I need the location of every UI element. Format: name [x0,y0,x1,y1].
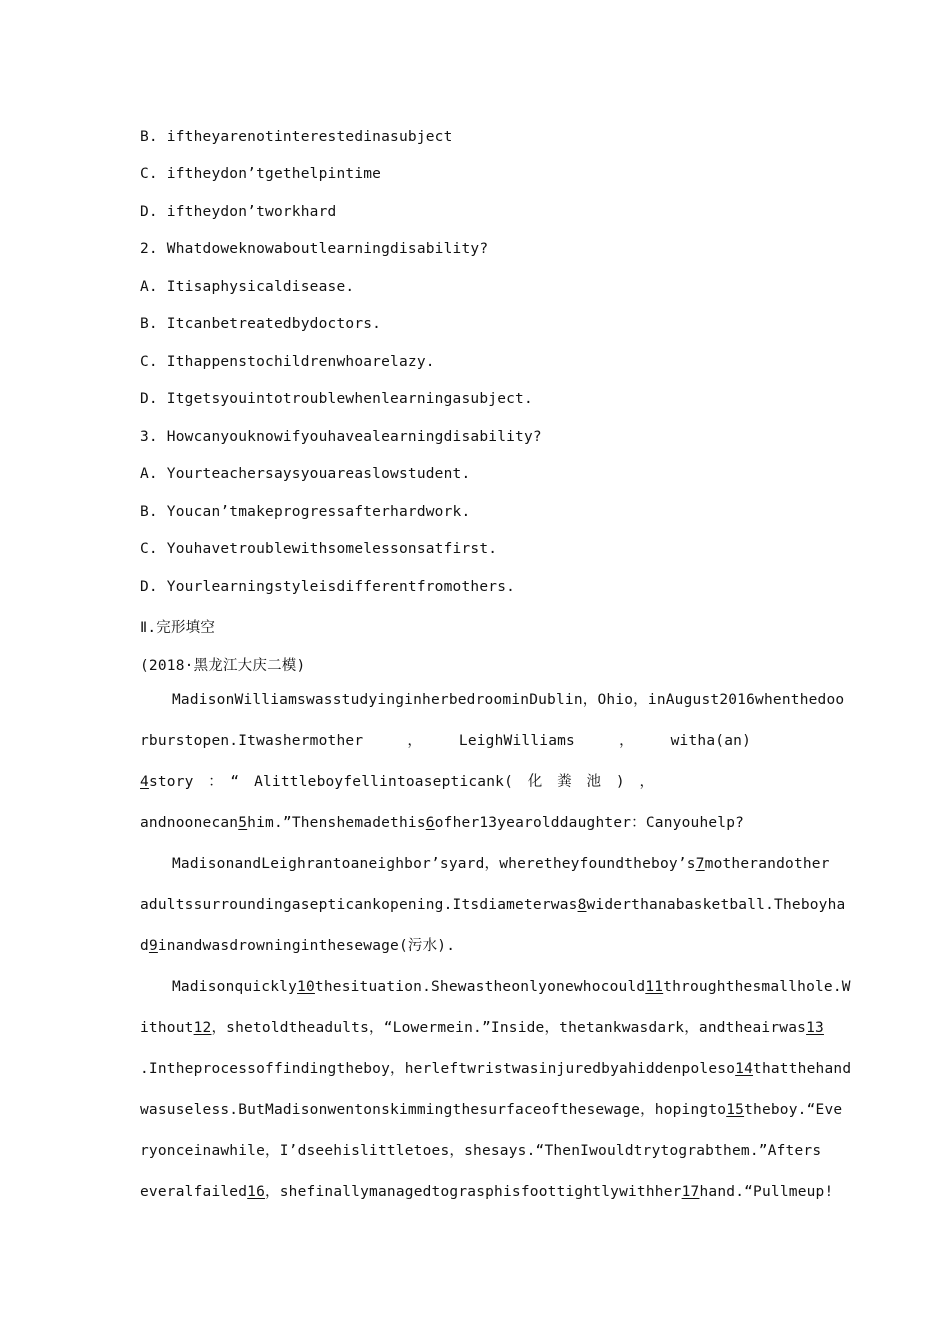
passage-line: .Intheprocessoffindingtheboy，herleftwristwasinjuredbyahiddenpoleso14thatthehand [140,1061,852,1077]
passage-line: ryonceinawhile，I’dseehislittletoes，shesays.“ThenIwouldtrytograbthem.”Afters [140,1143,822,1159]
passage-line: everalfailed16，shefinallymanagedtograsphisfoottightlywithher17hand.“Pullmeup! [140,1184,834,1200]
passage-line: ithout12，shetoldtheadults，“Lowermein.”Inside，thetankwasdark，andtheairwas13 [140,1020,824,1036]
passage-line: MadisonandLeighrantoaneighbor’syard，wheretheyfoundtheboy’s7motherandother [172,856,830,872]
passage-line: MadisonWilliamswasstudyinginherbedroominDublin，Ohio，inAugust2016whenthedoo [172,692,845,708]
q2-option-d: D. Itgetsyouintotroublewhenlearningasubject. [140,391,533,407]
q3-option-c: C. Youhavetroublewithsomelessonsatfirst. [140,541,498,557]
blank-number: 12 [193,1020,212,1036]
blank-number: 11 [645,979,664,995]
blank-number: 17 [681,1184,700,1200]
blank-number: 8 [577,897,587,913]
passage-line: andnoonecan5him.”Thenshemadethis6ofher13yearolddaughter：Canyouhelp? [140,815,745,831]
q2-option-a: A. Itisaphysicaldisease. [140,279,355,295]
blank-number: 14 [735,1061,754,1077]
q1-option-c: C. iftheydon’tgethelpintime [140,166,382,182]
section-title: Ⅱ.完形填空 [140,620,216,636]
blank-number: 5 [238,815,248,831]
q3-option-d: D. Yourlearningstyleisdifferentfromothers. [140,579,516,595]
passage-line: 4story ： “ Alittleboyfellintoasepticank( 化 粪 池 ) ， [140,774,655,790]
q2-option-b: B. Itcanbetreatedbydoctors. [140,316,382,332]
q3-option-a: A. Yourteachersaysyouareaslowstudent. [140,466,471,482]
q1-option-d: D. iftheydon’tworkhard [140,204,337,220]
blank-number: 4 [140,774,149,790]
passage-line: adultssurroundingasepticankopening.Itsdiameterwas8widerthanabasketball.Theboyha [140,897,846,913]
passage [140,680,852,1213]
blank-number: 16 [247,1184,266,1200]
passage-line: Madisonquickly10thesituation.Shewastheonlyonewhocould11throughthesmallhole.W [172,979,851,995]
source-note: (2018·黑龙江大庆二模) [140,658,306,674]
q2-stem: 2. Whatdoweknowaboutlearningdisability? [140,241,489,257]
passage-line: d9inandwasdrowninginthesewage(污水). [140,938,456,954]
passage-line: wasuseless.ButMadisonwentonskimmingthesurfaceofthesewage，hopingto15theboy.“Eve [140,1102,843,1118]
blank-number: 15 [726,1102,745,1118]
q2-option-c: C. Ithappenstochildrenwhoarelazy. [140,354,435,370]
blank-number: 9 [148,938,158,954]
blank-number: 10 [297,979,315,995]
q1-option-b: B. iftheyarenotinterestedinasubject [140,129,453,145]
blank-number: 6 [425,815,435,831]
blank-number: 7 [695,856,705,872]
q3-stem: 3. Howcanyouknowifyouhavealearningdisability? [140,429,542,445]
passage-line: rburstopen.Itwashermother ， LeighWilliams ， witha(an) [140,733,751,749]
q3-option-b: B. Youcan’tmakeprogressafterhardwork. [140,504,471,520]
blank-number: 13 [806,1020,824,1036]
